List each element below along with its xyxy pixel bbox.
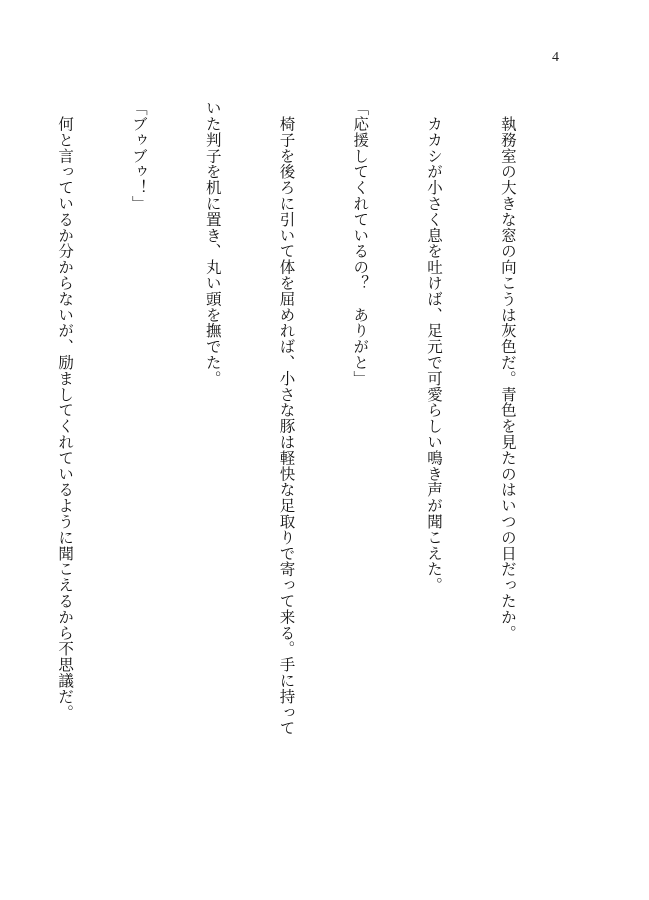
text-line: いた判子を机に置き、丸い頭を撫でた。 <box>203 100 222 387</box>
text-line <box>0 100 3 800</box>
text-line: カカシが小さく息を吐けば、足元で可愛らしい鳴き声が聞こえた。 <box>425 100 444 593</box>
text-line: 「応援してくれているの？ ありがと」 <box>351 100 370 387</box>
text-line: 執務室の大きな窓の向こうは灰色だ。青色を見たのはいつの日だったか。 <box>498 100 517 641</box>
text-line: 何と言っているか分からないが、励ましてくれているように聞こえるから不思議だ。 <box>56 100 75 721</box>
text-line: 椅子を後ろに引いて体を屈めれば、小さな豚は軽快な足取りで寄って来る。手に持って <box>277 100 296 736</box>
text-line: 「ブゥブゥ！」 <box>129 100 148 212</box>
vertical-text-body <box>0 100 569 800</box>
page-number: 4 <box>552 50 559 65</box>
